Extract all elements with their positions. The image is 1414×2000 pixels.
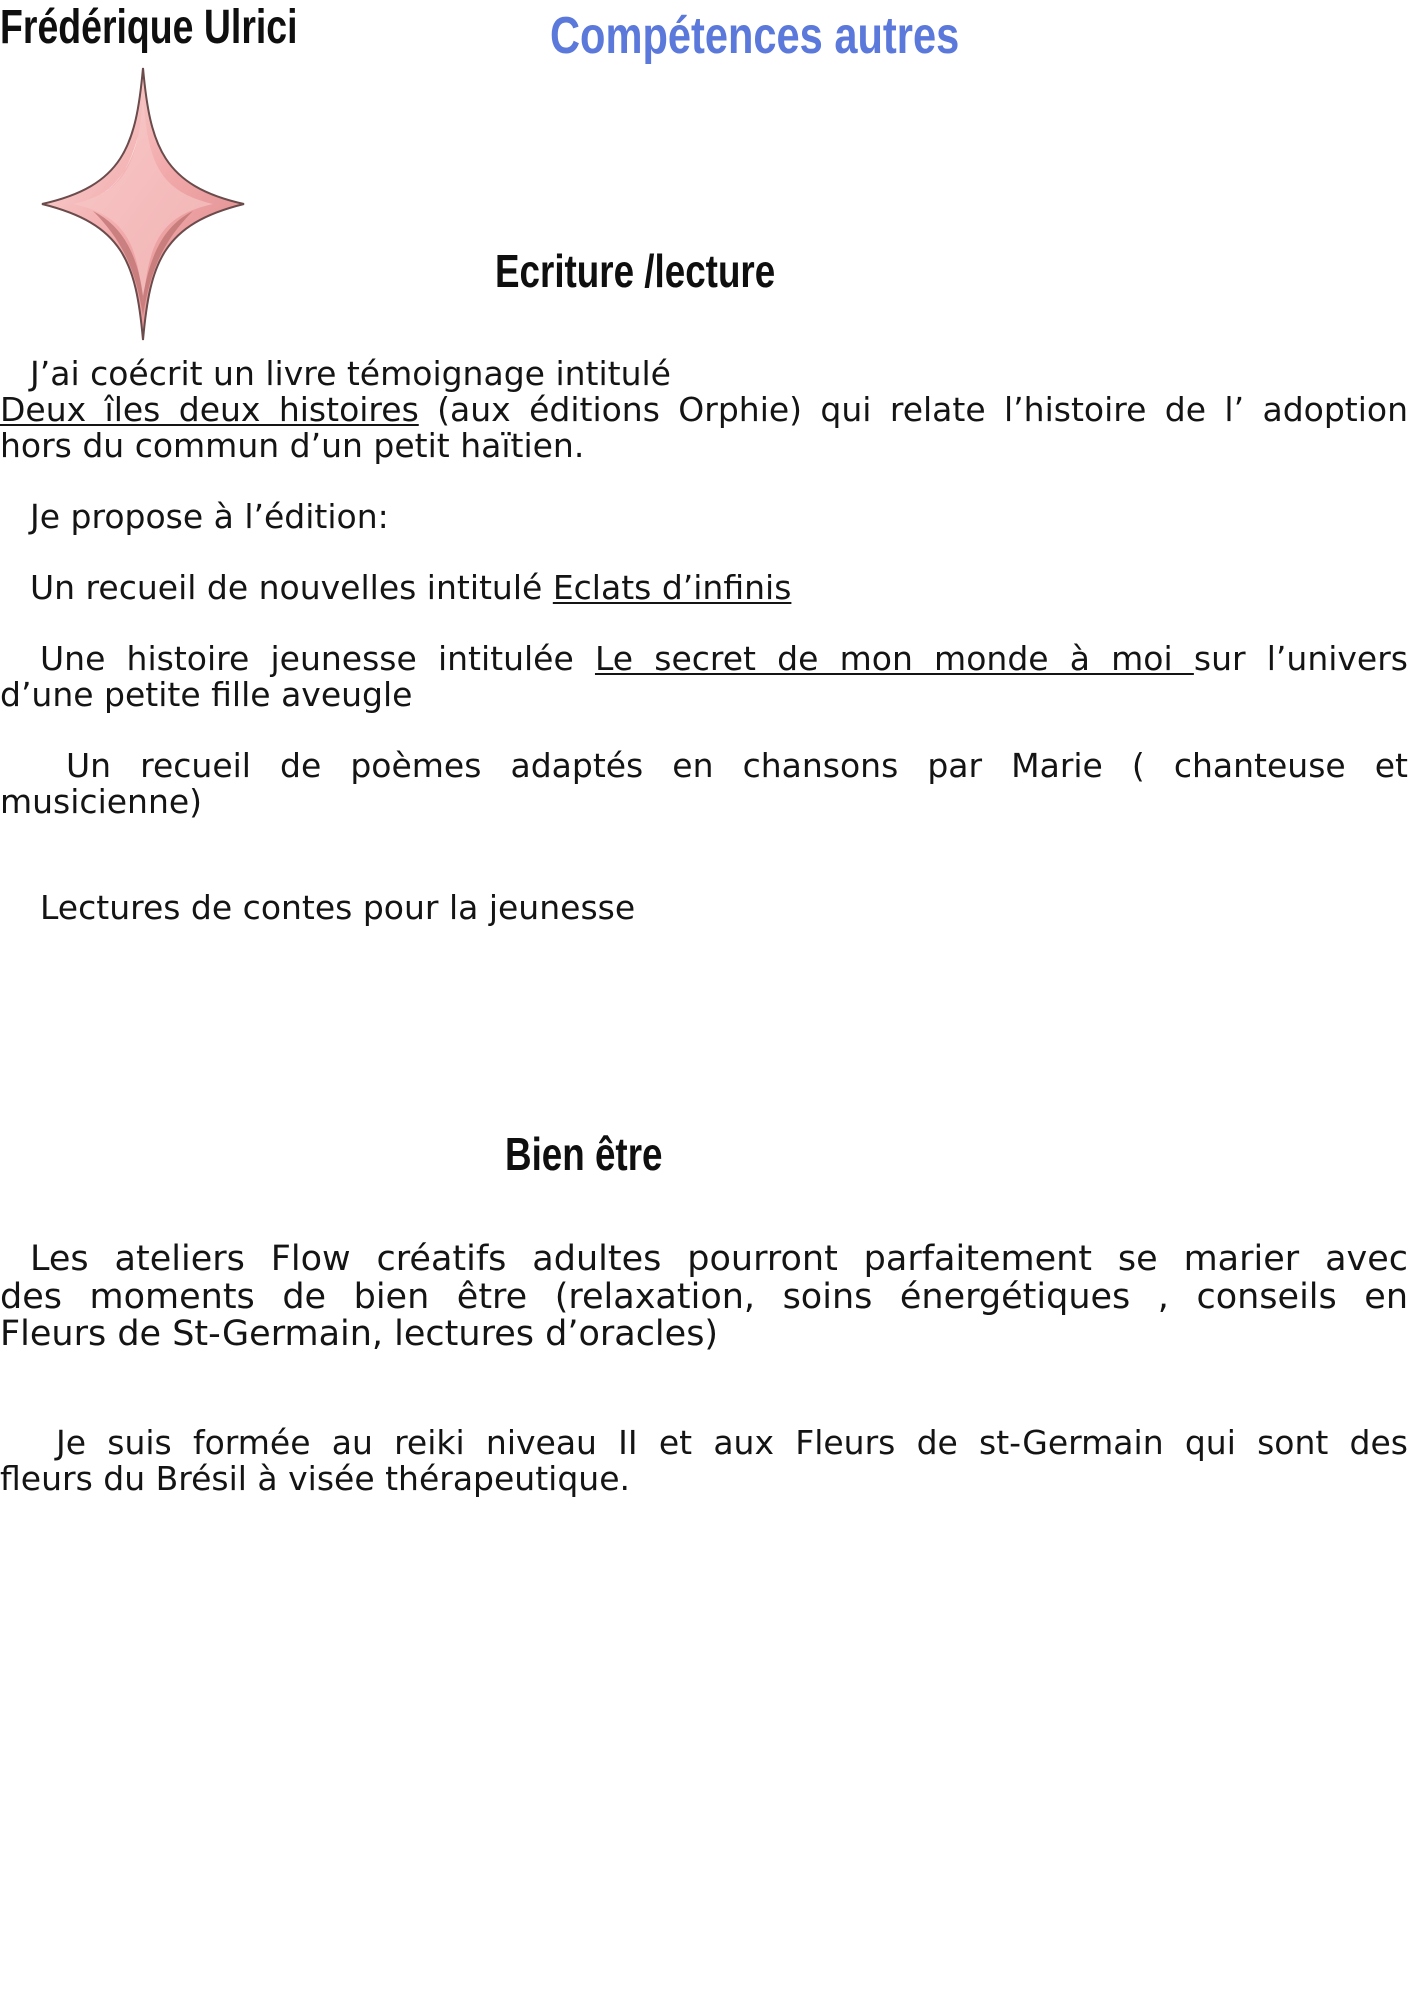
- book-title-link: Deux îles deux histoires: [0, 390, 419, 429]
- paragraph-ateliers-line2: des moments de bien être (relaxation, soins énergétiques , conseils en: [0, 1277, 1408, 1317]
- paragraph-reiki-line1: Je suis formée au reiki niveau II et aux Fleurs de st-Germain qui sont des: [56, 1423, 1408, 1462]
- recueil-text: Un recueil de nouvelles intitulé: [30, 568, 553, 607]
- section-heading-bienetre: Bien être: [505, 1128, 663, 1180]
- histoire-rest: sur l’univers: [1193, 639, 1408, 678]
- paragraph-livre-line1: J’ai coécrit un livre témoignage intitulé: [30, 354, 671, 393]
- paragraph-ateliers-line1: Les ateliers Flow créatifs adultes pourront parfaitement se marier avec: [30, 1239, 1408, 1279]
- author-name: Frédérique Ulrici: [0, 1, 298, 54]
- paragraph-livre-line2: [0, 392, 1408, 428]
- histoire-text: Une histoire jeunesse intitulée: [40, 639, 595, 678]
- paragraph-livre-rest: (aux éditions Orphie) qui relate l’histoire de l’ adoption: [418, 390, 1408, 429]
- pink-four-point-star-icon: [38, 66, 248, 342]
- paragraph-recueil-nouvelles: [30, 570, 791, 606]
- section-heading-ecriture: Ecriture /lecture: [495, 245, 776, 297]
- paragraph-propose: Je propose à l’édition:: [30, 497, 389, 536]
- paragraph-histoire-jeunesse-line1: [0, 641, 1408, 677]
- paragraph-livre-line3: hors du commun d’un petit haïtien.: [0, 426, 585, 465]
- paragraph-poemes-line2: musicienne): [0, 782, 203, 821]
- histoire-title: Le secret de mon monde à moi: [594, 639, 1194, 678]
- paragraph-poemes-line1: Un recueil de poèmes adaptés en chansons par Marie ( chanteuse et: [66, 746, 1408, 785]
- recueil-title: Eclats d’infinis: [552, 568, 792, 607]
- paragraph-ateliers-line3: Fleurs de St-Germain, lectures d’oracles): [0, 1314, 719, 1354]
- paragraph-histoire-jeunesse-line2: d’une petite fille aveugle: [0, 675, 413, 714]
- paragraph-reiki-line2: fleurs du Brésil à visée thérapeutique.: [0, 1459, 630, 1498]
- page-title: Compétences autres: [550, 7, 960, 65]
- paragraph-contes: Lectures de contes pour la jeunesse: [40, 888, 636, 927]
